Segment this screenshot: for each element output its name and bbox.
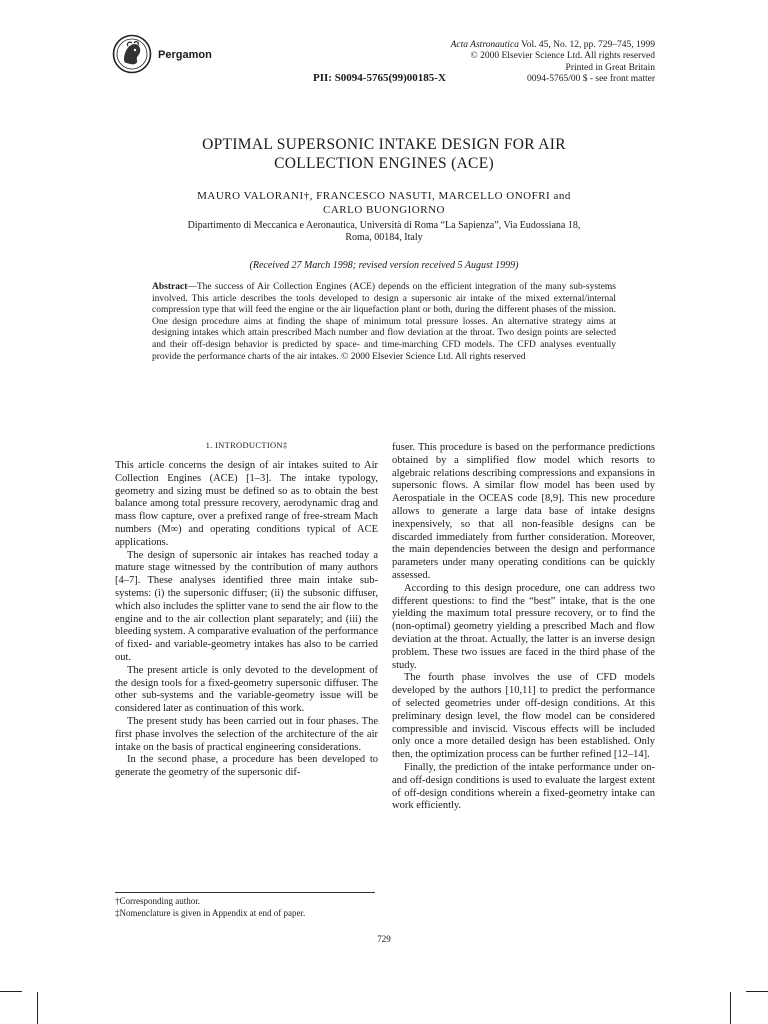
copyright-line: © 2000 Elsevier Science Ltd. All rights reserved bbox=[470, 51, 655, 62]
crop-mark bbox=[0, 991, 22, 992]
authors-line-2: CARLO BUONGIORNO bbox=[323, 204, 445, 216]
abstract-text: —The success of Air Collection Engines (ACE) depends on the efficient integration of the many sub-systems involved. This article describes the tools developed to design a supersonic air intake of the mixed external/internal compression type that will feed the engine or the air liquefaction plant or both, during the different phases of the mission. One design procedure aims at finding the shape of minimum total pressure losses. An alternative strategy aims at designing intakes which attain prescribed Mach number and flow deviation at the throat. Two design points are selected and their off-design behavior is predicted by space- and time-marching CFD models. The CFD analyses eventually provide the performance charts of the air intakes. © 2000 Elsevier Science Ltd. All rights reserved bbox=[152, 282, 616, 362]
abstract-label: Abstract bbox=[152, 282, 188, 292]
received-dates: (Received 27 March 1998; revised version received 5 August 1999) bbox=[249, 260, 519, 271]
paragraph: The design of supersonic air intakes has reached today a mature stage witnessed by the contribution of many authors [4–7]. These analyses identified three main intake sub-systems: (i) the supersonic diffuser; (ii) the subsonic diffuser, which also includes the splitter vane to send the air flow to the engine and to the air collection plant separately; and (iii) the bleeding system. A comparative evaluation of the performance of fixed- and variable-geometry intakes has also to be carried out. bbox=[115, 549, 378, 663]
footnote-nomenclature: ‡Nomenclature is given in Appendix at end of paper. bbox=[115, 907, 306, 918]
paragraph: The present article is only devoted to the development of the design tools for a fixed-geometry supersonic diffuser. The other sub-systems and the variable-geometry issue will be considered later as continuation of this work. bbox=[115, 664, 378, 715]
paper-title bbox=[100, 135, 668, 173]
paragraph: The fourth phase involves the use of CFD models developed by the authors [10,11] to predict the performance of selected geometries under off-design conditions. At this preliminary design level, the flow model can be considered compressible and inviscid. Viscous effects will be included only once a more detailed design has been established. Only then, the optimization process can be further refined [12–14]. bbox=[392, 672, 655, 761]
footnote-corresponding: †Corresponding author. bbox=[115, 896, 200, 906]
journal-name: Acta Astronautica bbox=[450, 40, 519, 50]
affiliation-line-2: Roma, 00184, Italy bbox=[345, 232, 423, 244]
abstract bbox=[152, 282, 616, 363]
paragraph: Finally, the prediction of the intake performance under on- and off-design conditions is used to evaluate the largest extent of off-design conditions wherein a fixed-geometry intake can work efficiently. bbox=[392, 761, 655, 812]
authors-line-1: MAURO VALORANI†, FRANCESCO NASUTI, MARCELLO ONOFRI and bbox=[197, 190, 571, 202]
paragraph: In the second phase, a procedure has been developed to generate the geometry of the supersonic dif- bbox=[115, 754, 378, 779]
publisher-logo bbox=[112, 34, 152, 74]
pii-code: PII: S0094-5765(99)00185-X bbox=[313, 72, 446, 84]
journal-volume: Vol. 45, No. 12, pp. 729–745, 1999 bbox=[518, 40, 655, 50]
page-number: 729 bbox=[377, 934, 391, 944]
footnotes bbox=[115, 896, 378, 919]
section-heading: 1. INTRODUCTION‡ bbox=[205, 440, 288, 450]
paragraph: This article concerns the design of air intakes suited to Air Collection Engines (ACE) [1–3]. The intake typology, geometry and sizing must be defined so as to obtain the best balance among total pressure recovery, aerodynamic drag and mass flow capture, over a prefixed range of free-stream Mach numbers (M∞) and operating conditions typical of ACE applications. bbox=[115, 460, 378, 548]
footnote-rule bbox=[115, 892, 375, 893]
paragraph: fuser. This procedure is based on the performance predictions obtained by a simplified flow model which resorts to algebraic relations describing compressions and expansions in supersonic flows. A similar flow model has been used by Aerospatiale in the OCEAS code [8,9]. This new procedure allows to generate a large data base of intake designs inexpensively, so that all non-feasible designs can be discarded immediately from further consideration. Moreover, the main dependencies between the design and performance parameters under many operating conditions can be quickly assessed. bbox=[392, 442, 655, 581]
publisher-name: Pergamon bbox=[158, 49, 212, 61]
printed-line: Printed in Great Britain bbox=[565, 62, 655, 73]
crop-mark bbox=[746, 991, 768, 992]
paragraph: The present study has been carried out in four phases. The first phase involves the selection of the architecture of the air intake on the basis of practical engineering considerations. bbox=[115, 715, 378, 753]
affiliation-line-1: Dipartimento di Meccanica e Aeronautica, Università di Roma “La Sapienza”, Via Eudossiana 18, bbox=[187, 220, 581, 231]
title-line-1: OPTIMAL SUPERSONIC INTAKE DESIGN FOR AIR bbox=[202, 136, 566, 153]
journal-info bbox=[355, 40, 655, 86]
crop-mark bbox=[730, 992, 731, 1024]
title-line-2: COLLECTION ENGINES (ACE) bbox=[274, 155, 494, 172]
body-column-right bbox=[392, 442, 655, 813]
paragraph: According to this design procedure, one can address two different questions: to find the “best” intake, that is the one yielding the maximum total pressure recovery, or to find the (non-optimal) geometry yielding a prescribed Mach and flow deviation at the throat. Actually, the latter is an inverse design problem. These two issues are faced in the third phase of the study. bbox=[392, 582, 655, 671]
author-list bbox=[100, 189, 668, 217]
affiliation bbox=[140, 220, 628, 245]
issn-line: 0094-5765/00 $ - see front matter bbox=[527, 74, 655, 85]
crop-mark bbox=[37, 992, 38, 1024]
body-column-left bbox=[115, 460, 378, 780]
